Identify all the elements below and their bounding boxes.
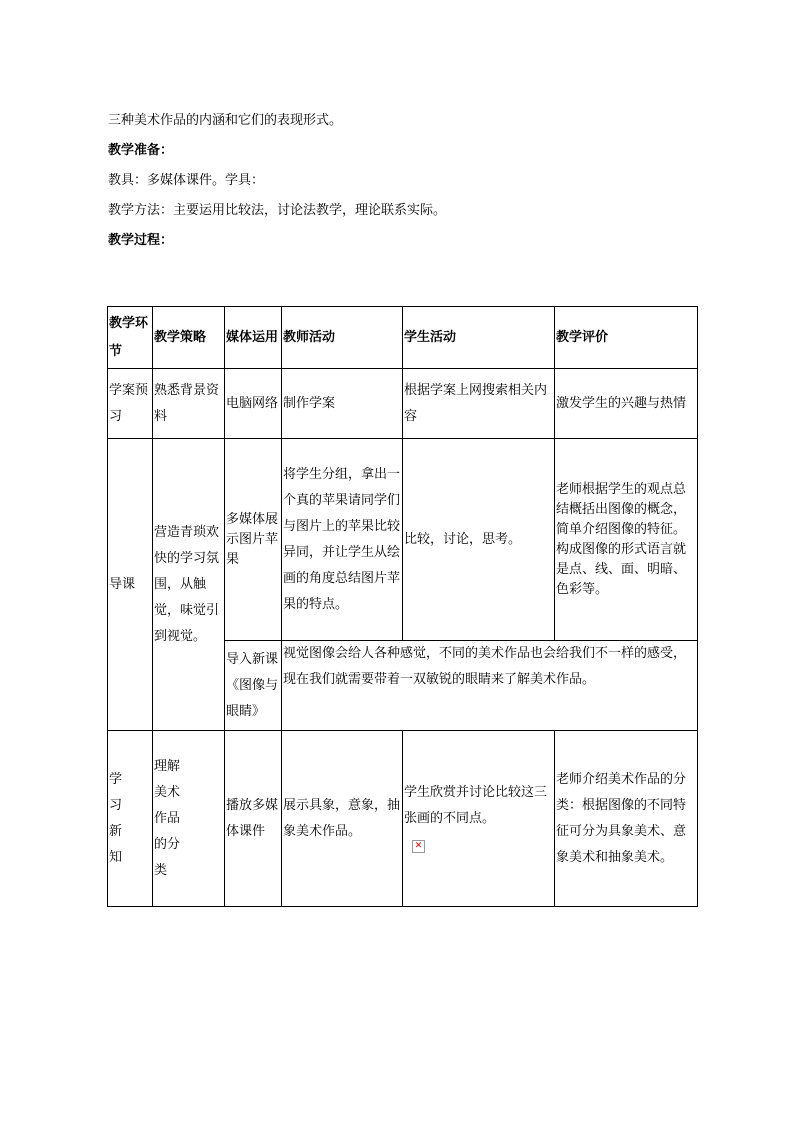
row2-eval: 老师根据学生的观点总结概括出图像的概念，简单介绍图像的特征。构成图像的形式语言就是点、线、面、明暗、色彩等。 [555, 439, 698, 641]
methods-line: 教学方法：主要运用比较法，讨论法教学，理论联系实际。 [108, 203, 447, 218]
lesson-plan-table [107, 306, 698, 907]
header-strategy: 教学策略 [153, 307, 225, 369]
header-teacher: 教师活动 [282, 307, 403, 369]
row1-eval: 激发学生的兴趣与热情 [555, 369, 698, 439]
tools-line: 教具：多媒体课件。学具： [108, 173, 265, 188]
header-student: 学生活动 [403, 307, 555, 369]
table-row [108, 369, 698, 439]
header-eval: 教学评价 [555, 307, 698, 369]
row1-media: 电脑网络 [225, 369, 282, 439]
row2-student: 比较，讨论，思考。 [403, 439, 555, 641]
row2-stage: 导课 [108, 439, 153, 731]
row4-strategy: 理解 美术 作品 的分 类 [153, 731, 225, 907]
table-row [108, 439, 698, 641]
row4-media: 播放多媒体课件 [225, 731, 282, 907]
prep-heading: 教学准备： [108, 143, 174, 158]
row2-teacher: 将学生分组，拿出一个真的苹果请同学们与图片上的苹果比较异同，并让学生从绘画的角度总结图片苹果的特点。 [282, 439, 403, 641]
row2-strategy: 营造青琐欢快的学习氛围，从触觉，味觉引到视觉。 [153, 439, 225, 731]
row3-media: 导入新课《图像与眼睛》 [225, 641, 282, 731]
intro-line: 三种美术作品的内涵和它们的表现形式。 [108, 113, 343, 128]
row4-stage: 学 习 新 知 [108, 731, 153, 907]
row1-strategy: 熟悉背景资料 [153, 369, 225, 439]
row3-content: 视觉图像会给人各种感觉，不同的美术作品也会给我们不一样的感受，现在我们就需要带着一双敏锐的眼睛来了解美术作品。 [282, 641, 698, 731]
broken-image-icon: ✕ [412, 840, 425, 853]
table-row [108, 731, 698, 907]
header-media: 媒体运用 [225, 307, 282, 369]
row1-student: 根据学案上网搜索相关内容 [403, 369, 555, 439]
row4-teacher: 展示具象，意象，抽象美术作品。 [282, 731, 403, 907]
row4-eval: 老师介绍美术作品的分类：根据图像的不同特征可分为具象美术、意象美术和抽象美术。 [555, 731, 698, 907]
row1-stage: 学案预习 [108, 369, 153, 439]
header-stage: 教学环节 [108, 307, 153, 369]
row1-teacher: 制作学案 [282, 369, 403, 439]
process-heading: 教学过程： [108, 233, 174, 248]
table-header-row [108, 307, 698, 369]
row4-student-text: 学生欣赏并讨论比较这三张画的不同点。 [404, 784, 548, 826]
row4-student [403, 731, 555, 907]
row2-media: 多媒体展示图片苹果 [225, 439, 282, 641]
intro-section [108, 106, 446, 256]
